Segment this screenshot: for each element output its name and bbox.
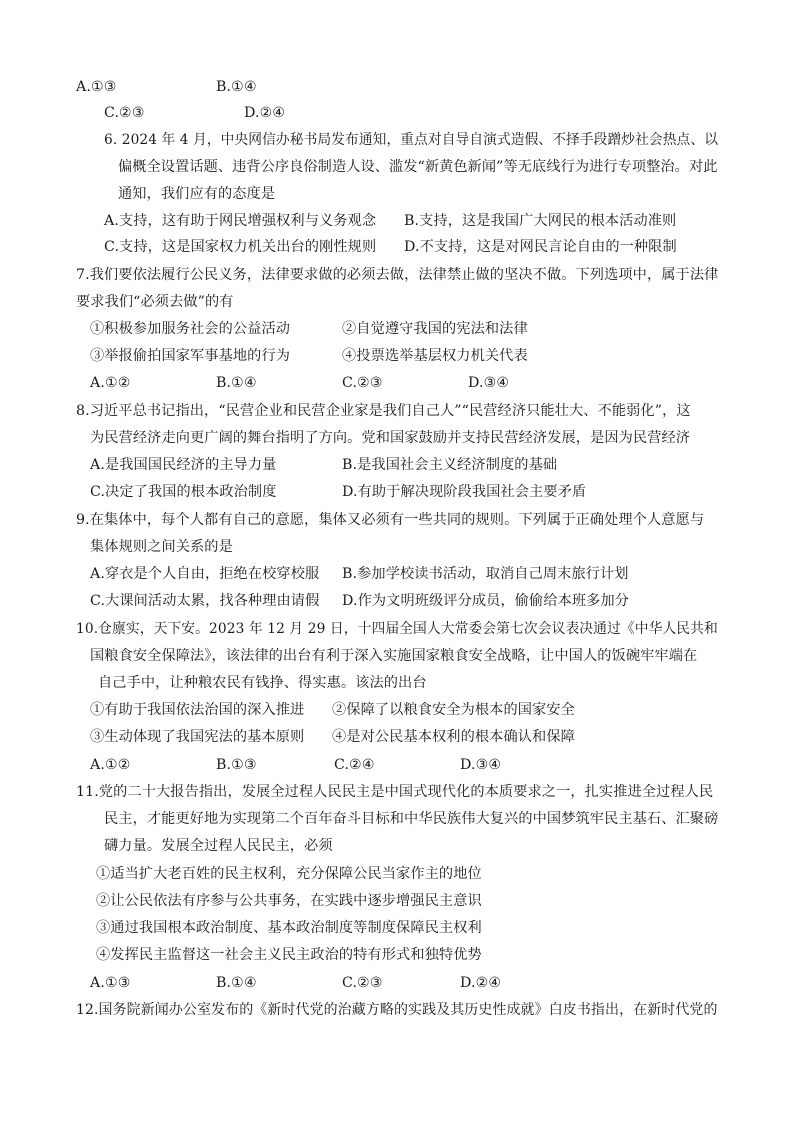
q5-option-c: C.②③ xyxy=(104,105,145,121)
q11-statement-4: ④发挥民主监督这一社会主义民主政治的特有形式和独特优势 xyxy=(96,947,482,963)
q10-option-a: A.①② xyxy=(90,757,131,773)
q11-statement-3: ③通过我国根本政治制度、基本政治制度等制度保障民主权利 xyxy=(96,920,482,936)
q11-option-b: B.①④ xyxy=(216,975,257,991)
q10-stem-line-2: 国粮食安全保障法》，该法律的出台有利于深入实施国家粮食安全战略，让中国人的饭碗牢牢端在 xyxy=(90,648,698,664)
q7-statement-3: ③举报偷拍国家军事基地的行为 xyxy=(90,348,291,364)
q11-option-d: D.②④ xyxy=(460,975,502,991)
q7-option-c: C.②③ xyxy=(342,375,383,391)
q5-option-d: D.②④ xyxy=(244,105,286,121)
q10-option-c: C.②④ xyxy=(334,757,375,773)
q6-option-d: D.不支持，这是对网民言论自由的一种限制 xyxy=(404,239,677,255)
q11-option-c: C.②③ xyxy=(342,975,383,991)
q10-statement-3: ③生动体现了我国宪法的基本原则 xyxy=(90,729,305,745)
q7-option-d: D.③④ xyxy=(468,375,510,391)
q11-stem-line-1: 11.党的二十大报告指出，发展全过程人民民主是中国式现代化的本质要求之一，扎实推进全过程人民 xyxy=(76,784,714,800)
q7-option-a: A.①② xyxy=(90,375,131,391)
q9-option-c: C.大课间活动太累，找各种理由请假 xyxy=(90,593,320,609)
q6-option-b: B.支持，这是我国广大网民的根本活动准则 xyxy=(404,213,677,229)
q11-stem-line-2: 民主，才能更好地为实现第二个百年奋斗目标和中华民族伟大复兴的中国梦筑牢民主基石、汇聚磅 xyxy=(104,811,719,827)
q10-statement-4: ④是对公民基本权利的根本确认和保障 xyxy=(332,729,575,745)
q7-statement-1: ①积极参加服务社会的公益活动 xyxy=(90,321,291,337)
q9-option-a: A.穿衣是个人自由，拒绝在校穿校服 xyxy=(90,566,320,582)
q10-stem-line-1: 10.仓廪实，天下安。2023 年 12 月 29 日，十四届全国人大常委会第七次会议表决通过《中华人民共和 xyxy=(76,621,718,637)
q10-stem-line-3: 自己手中，让种粮农民有钱挣、得实惠。该法的出台 xyxy=(98,675,427,691)
q8-option-c: C.决定了我国的根本政治制度 xyxy=(90,484,277,500)
q8-stem-line-2: 为民营经济走向更广阔的舞台指明了方向。党和国家鼓励并支持民营经济发展，是因为民营经济 xyxy=(90,430,691,446)
q8-option-d: D.有助于解决现阶段我国社会主要矛盾 xyxy=(342,484,587,500)
q11-stem-line-3: 礴力量。发展全过程人民民主，必须 xyxy=(104,838,333,854)
q7-statement-4: ④投票选举基层权力机关代表 xyxy=(342,348,528,364)
q9-option-b: B.参加学校读书活动，取消自己周末旅行计划 xyxy=(342,566,629,582)
q9-option-d: D.作为文明班级评分成员，偷偷给本班多加分 xyxy=(342,593,630,609)
q12-stem-line-1: 12.国务院新闻办公室发布的《新时代党的治藏方略的实践及其历史性成就》白皮书指出，在新时代党的 xyxy=(76,1002,718,1018)
q5-option-b: B.①④ xyxy=(216,79,257,95)
q11-statement-2: ②让公民依法有序参与公共事务，在实践中逐步增强民主意识 xyxy=(96,893,482,909)
q6-stem-line-3: 通知，我们应有的态度是 xyxy=(118,186,276,202)
q10-option-d: D.③④ xyxy=(460,757,502,773)
q9-stem-line-1: 9.在集体中，每个人都有自己的意愿，集体又必须有一些共同的规则。下列属于正确处理个人意愿与 xyxy=(76,512,705,528)
q7-option-b: B.①④ xyxy=(216,375,257,391)
q8-stem-line-1: 8.习近平总书记指出，“民营企业和民营企业家是我们自己人”“民营经济只能壮大、不能弱化”，这 xyxy=(76,403,691,419)
q10-statement-2: ②保障了以粮食安全为根本的国家安全 xyxy=(332,702,575,718)
q10-option-b: B.①③ xyxy=(216,757,257,773)
q5-option-a: A.①③ xyxy=(76,79,117,95)
q8-option-b: B.是我国社会主义经济制度的基础 xyxy=(342,457,558,473)
q6-stem-line-2: 偏概全设置话题、违背公序良俗制造人设、滥发“新黄色新闻”等无底线行为进行专项整治。对此 xyxy=(118,159,718,175)
q11-option-a: A.①③ xyxy=(90,975,131,991)
q8-option-a: A.是我国国民经济的主导力量 xyxy=(90,457,277,473)
q7-stem-line-2: 要求我们“必须去做”的有 xyxy=(76,294,234,310)
q6-stem-line-1: 6. 2024 年 4 月，中央网信办秘书局发布通知，重点对自导自演式造假、不择手段蹭炒社会热点、以 xyxy=(104,132,719,148)
q10-statement-1: ①有助于我国依法治国的深入推进 xyxy=(90,702,305,718)
q6-option-c: C.支持，这是国家权力机关出台的刚性规则 xyxy=(104,239,377,255)
q6-option-a: A.支持，这有助于网民增强权利与义务观念 xyxy=(104,213,377,229)
q9-stem-line-2: 集体规则之间关系的是 xyxy=(90,539,233,555)
q7-statement-2: ②自觉遵守我国的宪法和法律 xyxy=(342,321,528,337)
q11-statement-1: ①适当扩大老百姓的民主权利，充分保障公民当家作主的地位 xyxy=(96,866,482,882)
q7-stem-line-1: 7.我们要依法履行公民义务，法律要求做的必须去做，法律禁止做的坚决不做。下列选项中，属于法律 xyxy=(76,267,719,283)
